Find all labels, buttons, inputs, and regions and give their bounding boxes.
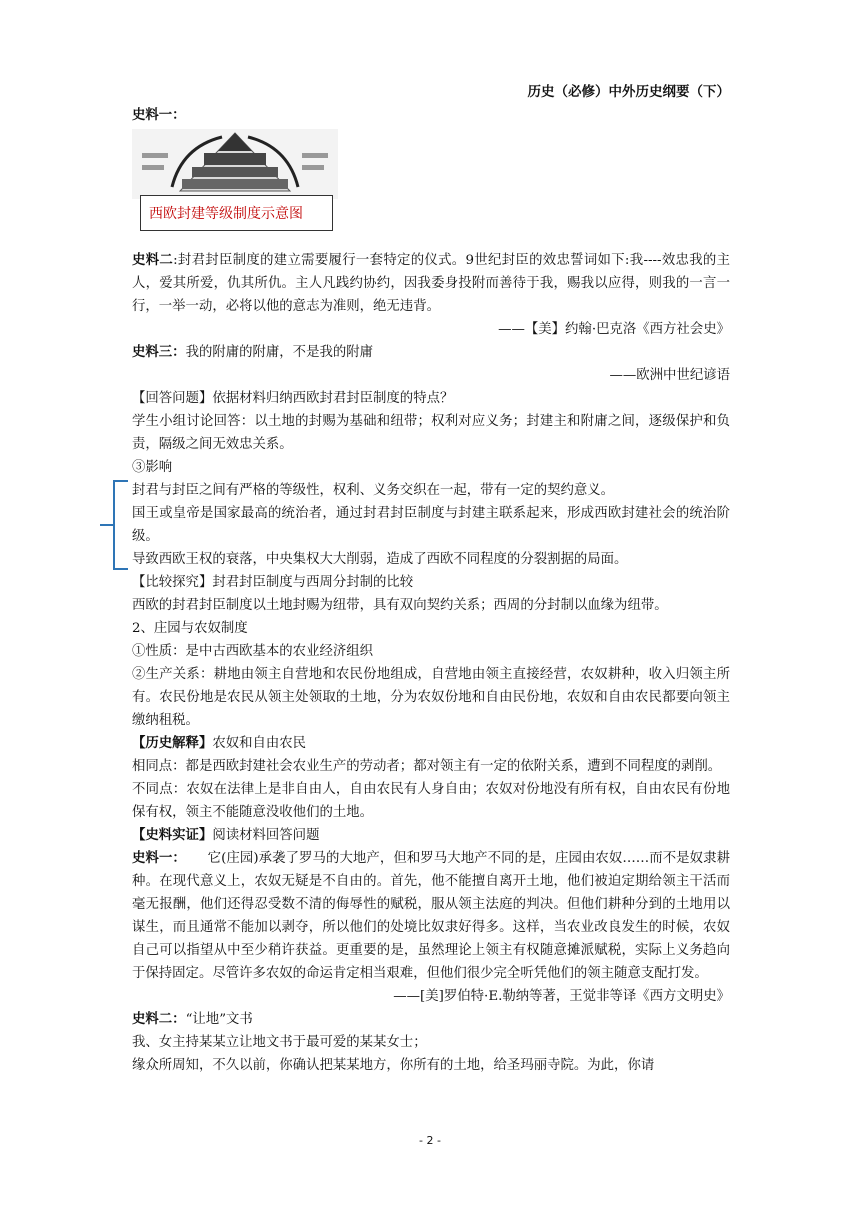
material-1-label: 史料一：: [132, 107, 186, 123]
section-2-title: 2、庄园与农奴制度: [132, 621, 248, 636]
compare-text: 西欧的封君封臣制度以土地封赐为纽带，具有双向契约关系；西周的分封制以血缘为纽带。: [132, 598, 668, 613]
material-4: [132, 847, 730, 985]
material-2-source: ——【美】约翰·巴克洛《西方社会史》: [498, 322, 730, 337]
material-3: [132, 341, 730, 364]
evidence-heading: [132, 824, 730, 847]
influence-item: 导致西欧王权的衰落，中央集权大大削弱，造成了西欧不同程度的分裂割据的局面。: [132, 552, 628, 567]
same-points: 相同点：都是西欧封建社会农业生产的劳动者；都对领主有一定的依附关系，遭到不同程度的剥削。: [132, 759, 722, 774]
material-3-label: 史料三：: [132, 344, 186, 360]
compare-heading: 【比较探究】封君封臣制度与西周分封制的比较: [132, 575, 414, 590]
material-2-label: 史料二: [132, 252, 174, 268]
evidence-text: 阅读材料回答问题: [212, 828, 320, 843]
material-3-text: 我的附庸的附庸，不是我的附庸: [185, 345, 374, 360]
material-5-line-2: 缘众所周知，不久以前，你确认把某某地方，你所有的土地，给圣玛丽寺院。为此，你请: [132, 1058, 655, 1073]
influence-list: [132, 479, 730, 571]
page-header: 历史（必修）中外历史纲要（下）: [527, 84, 730, 100]
diff-points: 不同点：农奴在法律上是非自由人，自由农民有人身自由；农奴对份地没有所有权，自由农民有份地保有权，领主不能随意没收他们的土地。: [132, 782, 730, 820]
material-4-label: 史料一：: [132, 850, 186, 866]
material-3-source: ——欧洲中世纪谚语: [609, 368, 730, 383]
question-prompt: 【回答问题】依据材料归纳西欧封君封臣制度的特点？: [132, 391, 454, 406]
material-5-text: “让地”文书: [185, 1012, 253, 1027]
material-2: [132, 249, 730, 318]
feudal-pyramid-illustration: [132, 129, 338, 199]
material-5-label: 史料二：: [132, 1011, 186, 1027]
group-answer: 学生小组讨论回答：以土地的封赐为基础和纽带；权利对应义务；封建主和附庸之间，逐级保护和负责，隔级之间无效忠关系。: [132, 414, 730, 452]
explain-label: 【历史解释】: [132, 735, 213, 751]
explain-heading: [132, 732, 730, 755]
material-4-source: ——[美]罗伯特·E.勒纳等著，王觉非等译《西方文明史》: [393, 989, 730, 1004]
influence-label: ③影响: [132, 460, 173, 475]
hierarchy-figure: [132, 129, 338, 235]
influence-item: 封君与封臣之间有严格的等级性，权利、义务交织在一起，带有一定的契约意义。: [132, 483, 615, 498]
material-5: [132, 1008, 730, 1031]
material-2-text: :封君封臣制度的建立需要履行一套特定的仪式。9世纪封臣的效忠誓词如下:我----效忠我的主人，爱其所爱，仇其所仇。主人凡践约协约，因我委身投附而善待于我，赐我以应得，则我的一言一行，一举一动，必将以他的意志为准则，绝无违背。: [132, 253, 731, 314]
bracket-icon: [100, 479, 130, 571]
nature-text: ①性质：是中古西欧基本的农业经济组织: [132, 644, 374, 659]
material-5-line-1: 我、女主持某某立让地文书于最可爱的某某女士；: [132, 1035, 427, 1050]
evidence-label: 【史料实证】: [132, 827, 213, 843]
production-text: ②生产关系：耕地由领主自营地和农民份地组成，自营地由领主直接经营，农奴耕种，收入归领主所有。农民份地是农民从领主处领取的土地，分为农奴份地和自由民份地，农奴和自由农民都要向领主缴纳租税。: [132, 667, 730, 728]
material-4-text: 它(庄园)承袭了罗马的大地产，但和罗马大地产不同的是，庄园由农奴……而不是奴隶耕种。在现代意义上，农奴无疑是不自由的。首先，他不能擅自离开土地，他们被迫定期给领主干活而毫无报酬，他们还得忍受数不清的侮辱性的赋税，服从领主法庭的判决。但他们耕种分到的土地用以谋生，而且通常不能加以剥夺，所以他们的处境比奴隶好得多。这样，当农业改良发生的时候，农奴自己可以指望从中至少稍许获益。更重要的是，虽然理论上领主有权随意摊派赋税，实际上义务趋向于保持固定。尽管许多农奴的命运肯定相当艰难，但他们很少完全听凭他们的领主随意支配打发。: [132, 851, 730, 981]
figure-caption: 西欧封建等级制度示意图: [140, 195, 333, 231]
influence-item: 国王或皇帝是国家最高的统治者，通过封君封臣制度与封建主联系起来，形成西欧封建社会的统治阶级。: [132, 506, 730, 544]
page-number: - 2 -: [419, 1134, 441, 1147]
document-body: [132, 104, 730, 1077]
explain-text: 农奴和自由农民: [212, 736, 307, 751]
